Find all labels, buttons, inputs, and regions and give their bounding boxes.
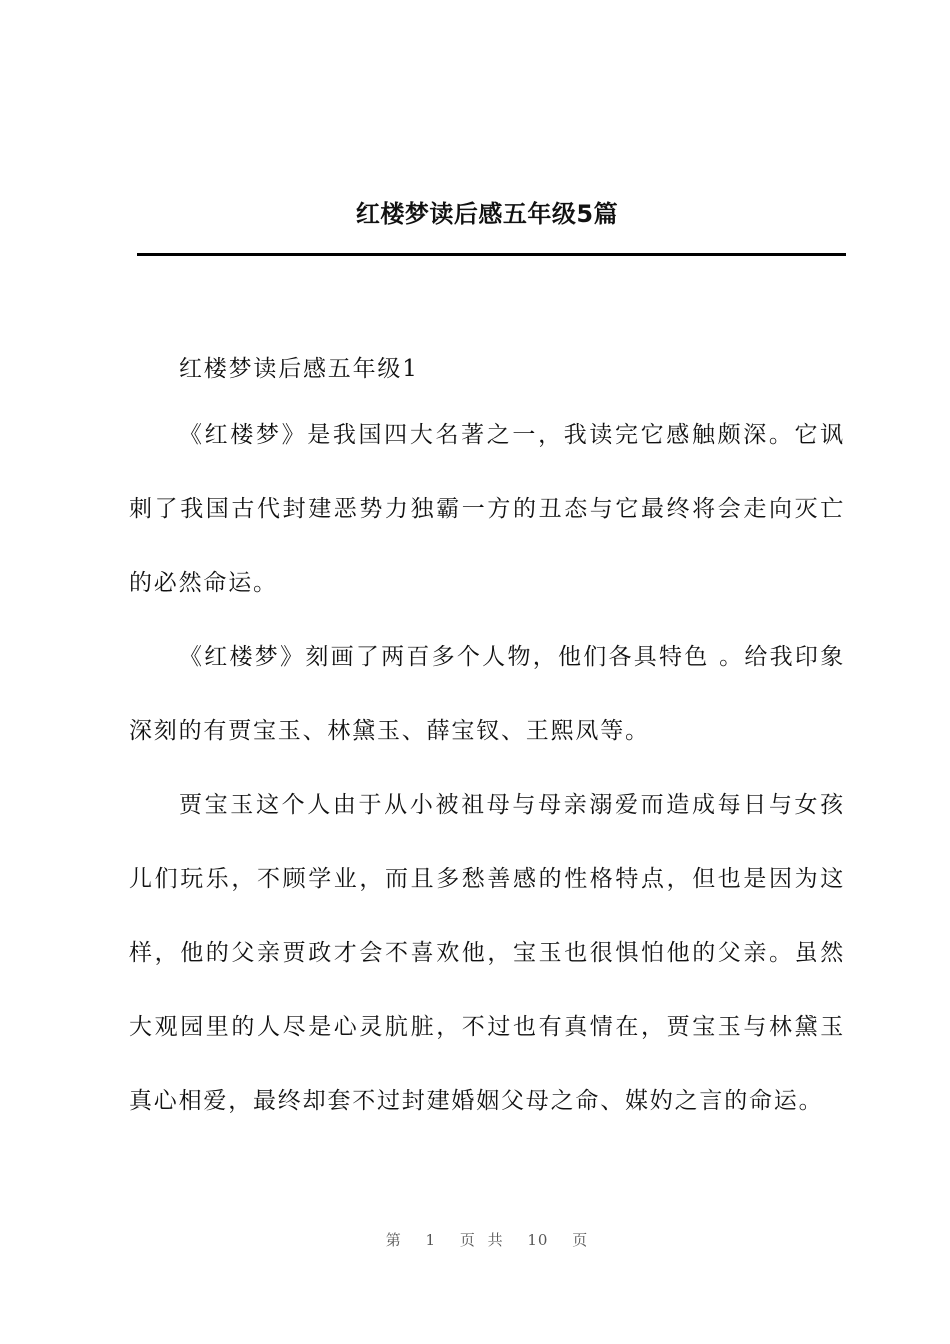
current-page-number: 1: [425, 1231, 437, 1249]
document-title: 红楼梦读后感五年级5篇: [355, 200, 619, 228]
section-heading: 红楼梦读后感五年级1: [179, 356, 419, 382]
paragraph-3: 贾宝玉这个人由于从小被祖母与母亲溺爱而造成每日与女孩儿们玩乐，不顾学业，而且多愁善感的性格特点，但也是因为这样，他的父亲贾政才会不喜欢他，宝玉也很惧怕他的父亲。虽然大观园里的人尽是心灵肮脏，不过也有真情在，贾宝玉与林黛玉真心相爱，最终却套不过封建婚姻父母之命、媒妁之言的命运。: [129, 792, 845, 1114]
title-underline: [137, 253, 846, 256]
document-body: [129, 340, 845, 1138]
paragraph-1: 《红楼梦》是我国四大名著之一，我读完它感触颇深。它讽刺了我国古代封建恶势力独霸一方的丑态与它最终将会走向灭亡的必然命运。: [129, 422, 845, 596]
page-footer: [0, 1228, 950, 1252]
footer-middle: 页 共: [459, 1231, 504, 1249]
total-pages-number: 10: [527, 1231, 549, 1249]
paragraph-2: 《红楼梦》刻画了两百多个人物，他们各具特色 。给我印象深刻的有贾宝玉、林黛玉、薛宝钗、王熙凤等。: [129, 644, 845, 744]
footer-prefix: 第: [385, 1231, 402, 1249]
footer-suffix: 页: [572, 1231, 589, 1249]
